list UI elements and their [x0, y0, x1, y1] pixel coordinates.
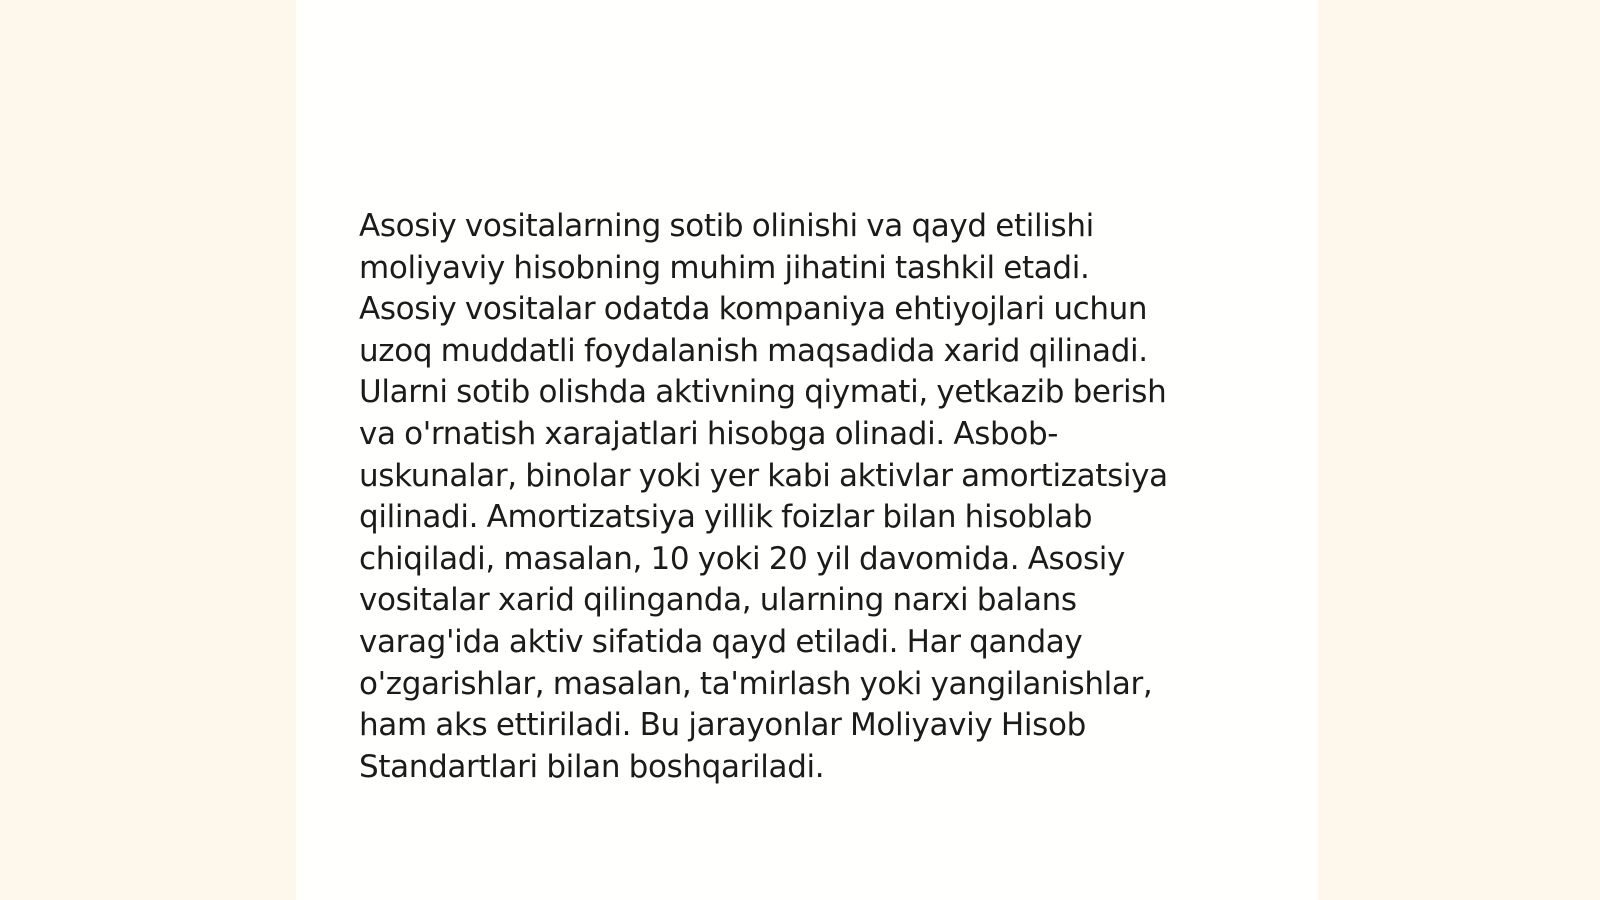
paragraph-line: varag'ida aktiv sifatida qayd etiladi. Har qanday	[359, 623, 1083, 660]
paragraph-line: Asosiy vositalar odatda kompaniya ehtiyojlari uchun	[359, 291, 1148, 328]
paragraph-line: Asosiy vositalarning sotib olinishi va qayd etilishi	[359, 208, 1094, 244]
paragraph-line: moliyaviy hisobning muhim jihatini tashkil etadi.	[359, 249, 1090, 286]
paragraph-line: uzoq muddatli foydalanish maqsadida xarid qilinadi.	[359, 332, 1148, 369]
paragraph-line: qilinadi. Amortizatsiya yillik foizlar bilan hisoblab	[359, 499, 1093, 536]
slide-page	[296, 0, 1318, 900]
paragraph-line: va o'rnatish xarajatlari hisobga olinadi. Asbob-	[359, 415, 1059, 452]
paragraph-line: Ularni sotib olishda aktivning qiymati, yetkazib berish	[359, 374, 1167, 411]
paragraph-line: Standartlari bilan boshqariladi.	[359, 748, 825, 785]
paragraph-line: o'zgarishlar, masalan, ta'mirlash yoki yangilanishlar,	[359, 665, 1153, 702]
paragraph-line: uskunalar, binolar yoki yer kabi aktivlar amortizatsiya	[359, 457, 1168, 494]
paragraph-line: chiqiladi, masalan, 10 yoki 20 yil davomida. Asosiy	[359, 540, 1126, 577]
right-margin-panel	[1318, 0, 1600, 900]
slide-body-paragraph	[359, 206, 1249, 788]
paragraph-line: ham aks ettiriladi. Bu jarayonlar Moliyaviy Hisob	[359, 707, 1086, 744]
left-margin-panel	[0, 0, 296, 900]
paragraph-line: vositalar xarid qilinganda, ularning narxi balans	[359, 582, 1077, 619]
